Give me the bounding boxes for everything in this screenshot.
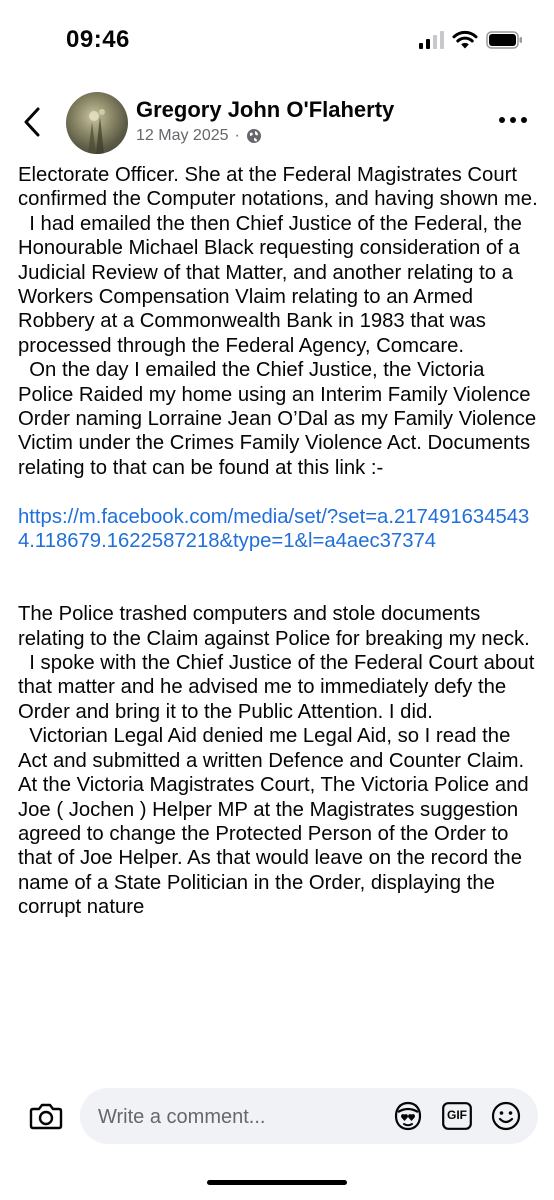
battery-icon — [486, 30, 524, 50]
back-button[interactable] — [18, 104, 48, 140]
gif-label: GIF — [447, 1108, 467, 1122]
smiley-emoji-icon — [490, 1100, 522, 1132]
post-paragraph: I had emailed the then Chief Justice of the Federal, the Honourable Michael Black requesting consideration of a Judicial Review of that Matter, and another relating to a Workers Compensation Vlaim relating to an Armed Robbery at a Commonwealth Bank in 1983 that was processed through the Federal Agency, Comcare. — [18, 212, 528, 357]
post-paragraph: Electorate Officer. She at the Federal Magistrates Court confirmed the Computer notations, and having shown me. — [18, 164, 538, 211]
status-icons — [419, 30, 524, 50]
post-paragraph: On the day I emailed the Chief Justice, the Victoria Police Raided my home using an Interim Family Violence Order naming Lorraine Jean O’Dal as my Family Violence Victim under the Crimes Family Violence Act. Documents relating to that can be found at this link :- — [18, 359, 542, 479]
post-paragraph: Victorian Legal Aid denied me Legal Aid, so I read the Act and submitted a written Defence and Counter Claim. At the Victoria Magistrates Court, The Victoria Police and Joe ( Jochen ) Helper MP at the Magistrates suggestion agreed to change the Protected Person of the Order to that of Joe Helper. As that would leave on the record the name of a State Politician in the Order, displaying the corrupt nature — [18, 725, 535, 919]
camera-icon — [28, 1098, 64, 1134]
more-options-button[interactable] — [496, 108, 530, 132]
chevron-left-icon — [18, 104, 48, 140]
comment-bar — [0, 1080, 554, 1200]
post-header — [0, 82, 554, 158]
gif-button[interactable] — [442, 1102, 472, 1130]
comment-input[interactable] — [96, 1088, 370, 1146]
emoji-button[interactable] — [490, 1100, 522, 1132]
media-set-link[interactable]: https://m.facebook.com/media/set/?set=a.2174916345434.118679.1622587218&type=1&l=a4aec37374 — [18, 505, 530, 553]
meta-separator: · — [234, 127, 240, 144]
comment-box — [80, 1088, 538, 1144]
avatar-sticker-button[interactable] — [392, 1100, 424, 1132]
wifi-icon — [452, 30, 478, 50]
status-time: 09:46 — [66, 26, 130, 53]
camera-button[interactable] — [28, 1098, 64, 1134]
paragraph-spacer — [18, 553, 540, 577]
post-paragraph: I spoke with the Chief Justice of the Federal Court about that matter and he advised me to immediately defy the Order and bring it to the Public Attention. I did. — [18, 652, 540, 723]
post-body — [18, 163, 540, 920]
status-bar — [0, 0, 554, 82]
post-date[interactable]: 12 May 2025 — [136, 127, 229, 144]
cellular-signal-icon — [419, 31, 444, 49]
globe-icon — [246, 128, 262, 144]
post-meta — [136, 127, 262, 145]
avatar-photo — [66, 92, 128, 154]
paragraph-spacer — [18, 578, 540, 602]
post-paragraph: The Police trashed computers and stole documents relating to the Claim against Police for breaking my neck. — [18, 603, 530, 650]
home-indicator — [207, 1180, 347, 1185]
paragraph-spacer — [18, 480, 540, 504]
author-name[interactable]: Gregory John O'Flaherty — [136, 97, 395, 122]
avatar-sticker-icon — [392, 1100, 424, 1132]
more-horizontal-icon — [496, 108, 530, 132]
author-avatar[interactable] — [66, 92, 128, 154]
